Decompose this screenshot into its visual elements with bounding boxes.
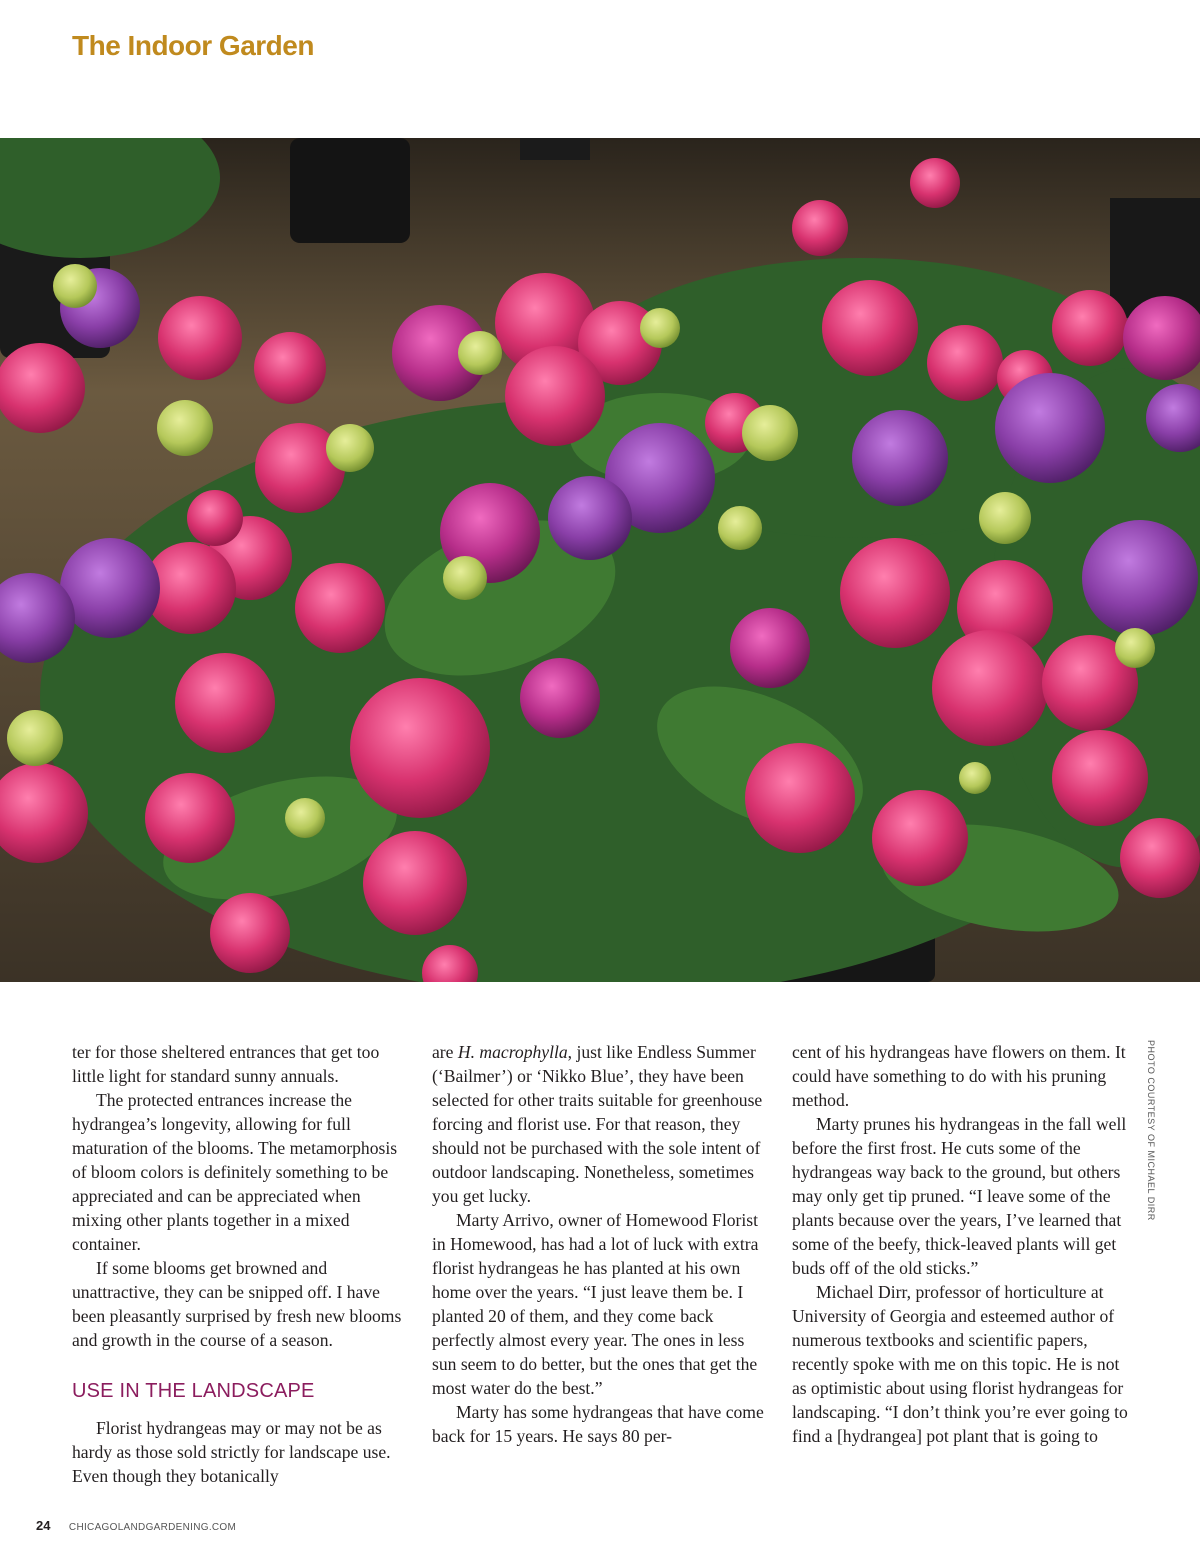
photo-credit: PHOTO COURTESY OF MICHAEL DIRR [1146,1040,1156,1221]
article-column-2 [432,1040,772,1448]
paragraph: If some blooms get browned and unattractive, they can be snipped off. I have been pleasantly surprised by fresh new blooms and growth in the course of a season. [72,1258,402,1350]
paragraph: Marty prunes his hydrangeas in the fall well before the first frost. He cuts some of the hydrangeas way back to the ground, but others may only get tip pruned. “I leave some of the plants because over the years, I’ve learned that some of the beefy, thick-leaved plants will get buds off of the old sticks.” [792,1114,1127,1278]
section-title: The Indoor Garden [72,30,314,61]
paragraph: The protected entrances increase the hydrangea’s longevity, allowing for full maturation of the blooms. The metamorphosis of bloom colors is definitely something to be appreciated and can be appreciated when mixing other plants together in a mixed container. [72,1090,398,1254]
paragraph: Florist hydrangeas may or may not be as hardy as those sold strictly for landscape use. Even though they botanically [72,1418,391,1486]
botanical-name: H. macrophylla [457,1042,568,1062]
page-footer [36,1517,236,1537]
subhead: USE IN THE LANDSCAPE [72,1380,315,1402]
paragraph: Marty Arrivo, owner of Homewood Florist in Homewood, has had a lot of luck with extra florist hydrangeas he has planted at his own home over the years. “I just leave them be. I planted 20 of them, and they come back perfectly almost every year. The ones in less sun seem to do better, but the ones that get the most water do the best.” [432,1210,759,1398]
paragraph [432,1040,772,1208]
text-run: are [432,1042,458,1062]
article-column-1 [72,1040,412,1488]
paragraph: Michael Dirr, professor of horticulture at University of Georgia and esteemed author of numerous textbooks and scientific papers, recently spoke with me on this topic. He is not as optimistic about using florist hydrangeas for landscaping. “I don’t think you’re ever going to find a [hydrangea] pot plant that is going to [792,1282,1128,1446]
paragraph: cent of his hydrangeas have flowers on them. It could have something to do with his pruning method. [792,1042,1126,1110]
site-url: CHICAGOLANDGARDENING.COM [68,1522,237,1533]
paragraph: ter for those sheltered entrances that get too little light for standard sunny annuals. [72,1042,380,1086]
text-run: , just like Endless Summer (‘Bailmer’) or ‘Nikko Blue’, they have been selected for other traits suitable for greenhouse forcing and florist use. For that reason, they should not be purchased with the sole intent of outdoor landscaping. Nonetheless, sometimes you get lucky. [432,1042,763,1206]
hydrangea-photo [0,138,1200,982]
article-column-3 [792,1040,1132,1448]
paragraph: Marty has some hydrangeas that have come back for 15 years. He says 80 per- [432,1402,764,1446]
page-number: 24 [36,1518,51,1533]
